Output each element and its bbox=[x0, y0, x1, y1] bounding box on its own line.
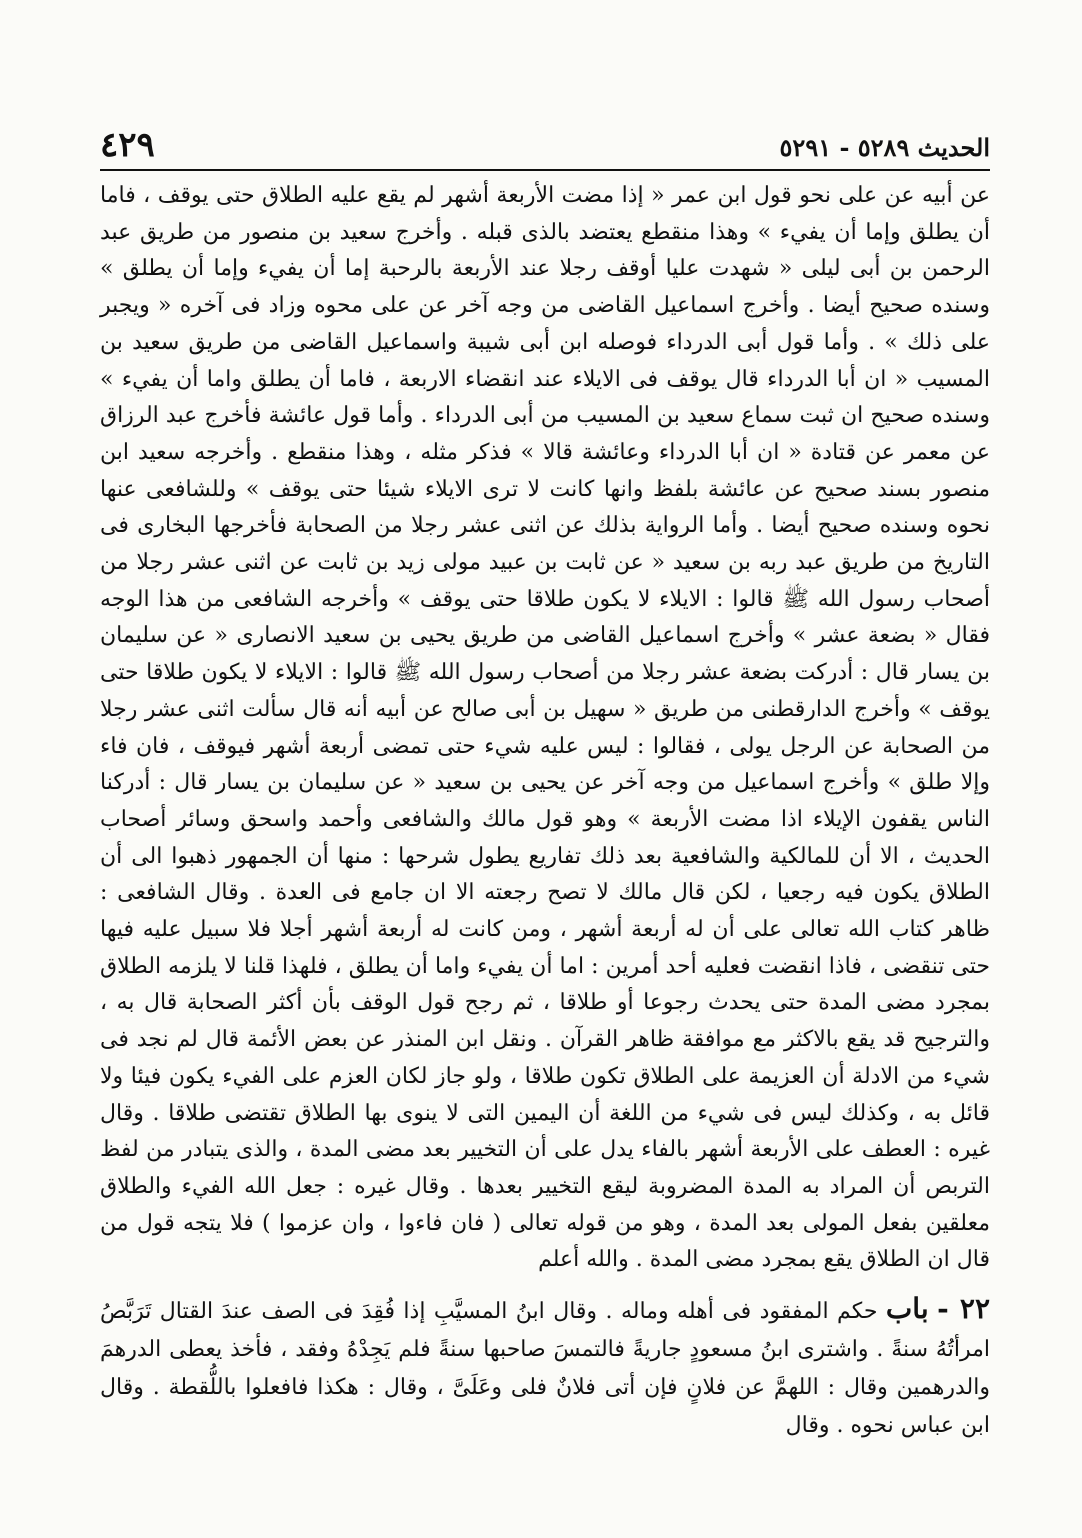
chapter-label: باب bbox=[885, 1292, 929, 1325]
commentary-block bbox=[100, 178, 990, 1279]
chapter-text: حكم المفقود فى أهله وماله . وقال ابنُ المسيَّبِ إذا فُقِدَ فى الصف عندَ القتال تَرَبَّصُ امرأتُهُ سنةً . واشترى ابنُ مسعودٍ جاريةً فالتمسَ صاحبها سنةً فلم يَجِدْهُ وفقد ، فأخذ يعطى الدرهمَ والدرهمين وقال : اللهمَّ عن فلانٍ فإن أتى فلانٌ فلى وعَلَىَّ ، وقال : هكذا فافعلوا باللُّقطة . وقال ابن عباس نحوه . وقال bbox=[100, 1299, 990, 1438]
page-number: ٤٢٩ bbox=[100, 125, 155, 165]
running-title: الحديث ٥٢٨٩ - ٥٢٩١ bbox=[779, 133, 990, 162]
chapter-heading-block bbox=[100, 1290, 990, 1445]
header-rule bbox=[100, 169, 990, 171]
commentary-paragraph: عن أبيه عن على نحو قول ابن عمر « إذا مضت الأربعة أشهر لم يقع عليه الطلاق حتى يوقف ، فاما أن يطلق وإما أن يفيء » وهذا منقطع يعتضد بالذى قبله . وأخرج سعيد بن منصور من طريق عبد الرحمن بن أبى ليلى « شهدت عليا أوقف رجلا عند الأربعة بالرحبة إما أن يفيء وإما أن يطلق » وسنده صحيح أيضا . وأخرج اسماعيل القاضى من وجه آخر عن على محوه وزاد فى آخره « ويجبر على ذلك » . وأما قول أبى الدرداء فوصله ابن أبى شيبة واسماعيل القاضى من طريق سعيد بن المسيب « ان أبا الدرداء قال يوقف فى الايلاء عند انقضاء الاربعة ، فاما أن يطلق واما أن يفيء » وسنده صحيح ان ثبت سماع سعيد بن المسيب من أبى الدرداء . وأما قول عائشة فأخرج عبد الرزاق عن معمر عن قتادة « ان أبا الدرداء وعائشة قالا » فذكر مثله ، وهذا منقطع . وأخرجه سعيد ابن منصور بسند صحيح عن عائشة بلفظ وانها كانت لا ترى الايلاء شيئا حتى يوقف » وللشافعى عنها نحوه وسنده صحيح أيضا . وأما الرواية بذلك عن اثنى عشر رجلا من الصحابة فأخرجها البخارى فى التاريخ من طريق عبد ربه بن سعيد « عن ثابت بن عبيد مولى زيد بن ثابت عن اثنى عشر رجلا من أصحاب رسول الله ﷺ قالوا : الايلاء لا يكون طلاقا حتى يوقف » وأخرجه الشافعى من هذا الوجه فقال « بضعة عشر » وأخرج اسماعيل القاضى من طريق يحيى بن سعيد الانصارى « عن سليمان بن يسار قال : أدركت بضعة عشر رجلا من أصحاب رسول الله ﷺ قالوا : الايلاء لا يكون طلاقا حتى يوقف » وأخرج الدارقطنى من طريق « سهيل بن أبى صالح عن أبيه أنه قال سألت اثنى عشر رجلا من الصحابة عن الرجل يولى ، فقالوا : ليس عليه شيء حتى تمضى أربعة أشهر فيوقف ، فان فاء وإلا طلق » وأخرج اسماعيل من وجه آخر عن يحيى بن سعيد « عن سليمان بن يسار قال : أدركنا الناس يقفون الإيلاء اذا مضت الأربعة » وهو قول مالك والشافعى وأحمد واسحق وسائر أصحاب الحديث ، الا أن للمالكية والشافعية بعد ذلك تفاريع يطول شرحها : منها أن الجمهور ذهبوا الى أن الطلاق يكون فيه رجعيا ، لكن قال مالك لا تصح رجعته الا ان جامع فى العدة . وقال الشافعى : ظاهر كتاب الله تعالى على أن له أربعة أشهر ، ومن كانت له أربعة أشهر أجلا فلا سبيل عليه فيها حتى تنقضى ، فاذا انقضت فعليه أحد أمرين : اما أن يفيء واما أن يطلق ، فلهذا قلنا لا يلزمه الطلاق بمجرد مضى المدة حتى يحدث رجوعا أو طلاقا ، ثم رجح قول الوقف بأن أكثر الصحابة قال به ، والترجيح قد يقع بالاكثر مع موافقة ظاهر القرآن . ونقل ابن المنذر عن بعض الأئمة قال لم نجد فى شيء من الادلة أن العزيمة على الطلاق تكون طلاقا ، ولو جاز لكان العزم على الفيء يكون فيئا ولا قائل به ، وكذلك ليس فى شيء من اللغة أن اليمين التى لا ينوى بها الطلاق تقتضى طلاقا . وقال غيره : العطف على الأربعة أشهر بالفاء يدل على أن التخيير بعد مضى المدة ، والذى يتبادر من لفظ التربص أن المراد به المدة المضروبة ليقع التخيير بعدها . وقال غيره : جعل الله الفيء والطلاق معلقين بفعل المولى بعد المدة ، وهو من قوله تعالى ( فان فاءوا ، وان عزموا ) فلا يتجه قول من قال ان الطلاق يقع بمجرد مضى المدة . والله أعلم bbox=[100, 183, 991, 1273]
chapter-paragraph bbox=[100, 1290, 990, 1445]
chapter-number: ٢٢ - bbox=[937, 1292, 990, 1325]
page-header bbox=[100, 118, 990, 166]
